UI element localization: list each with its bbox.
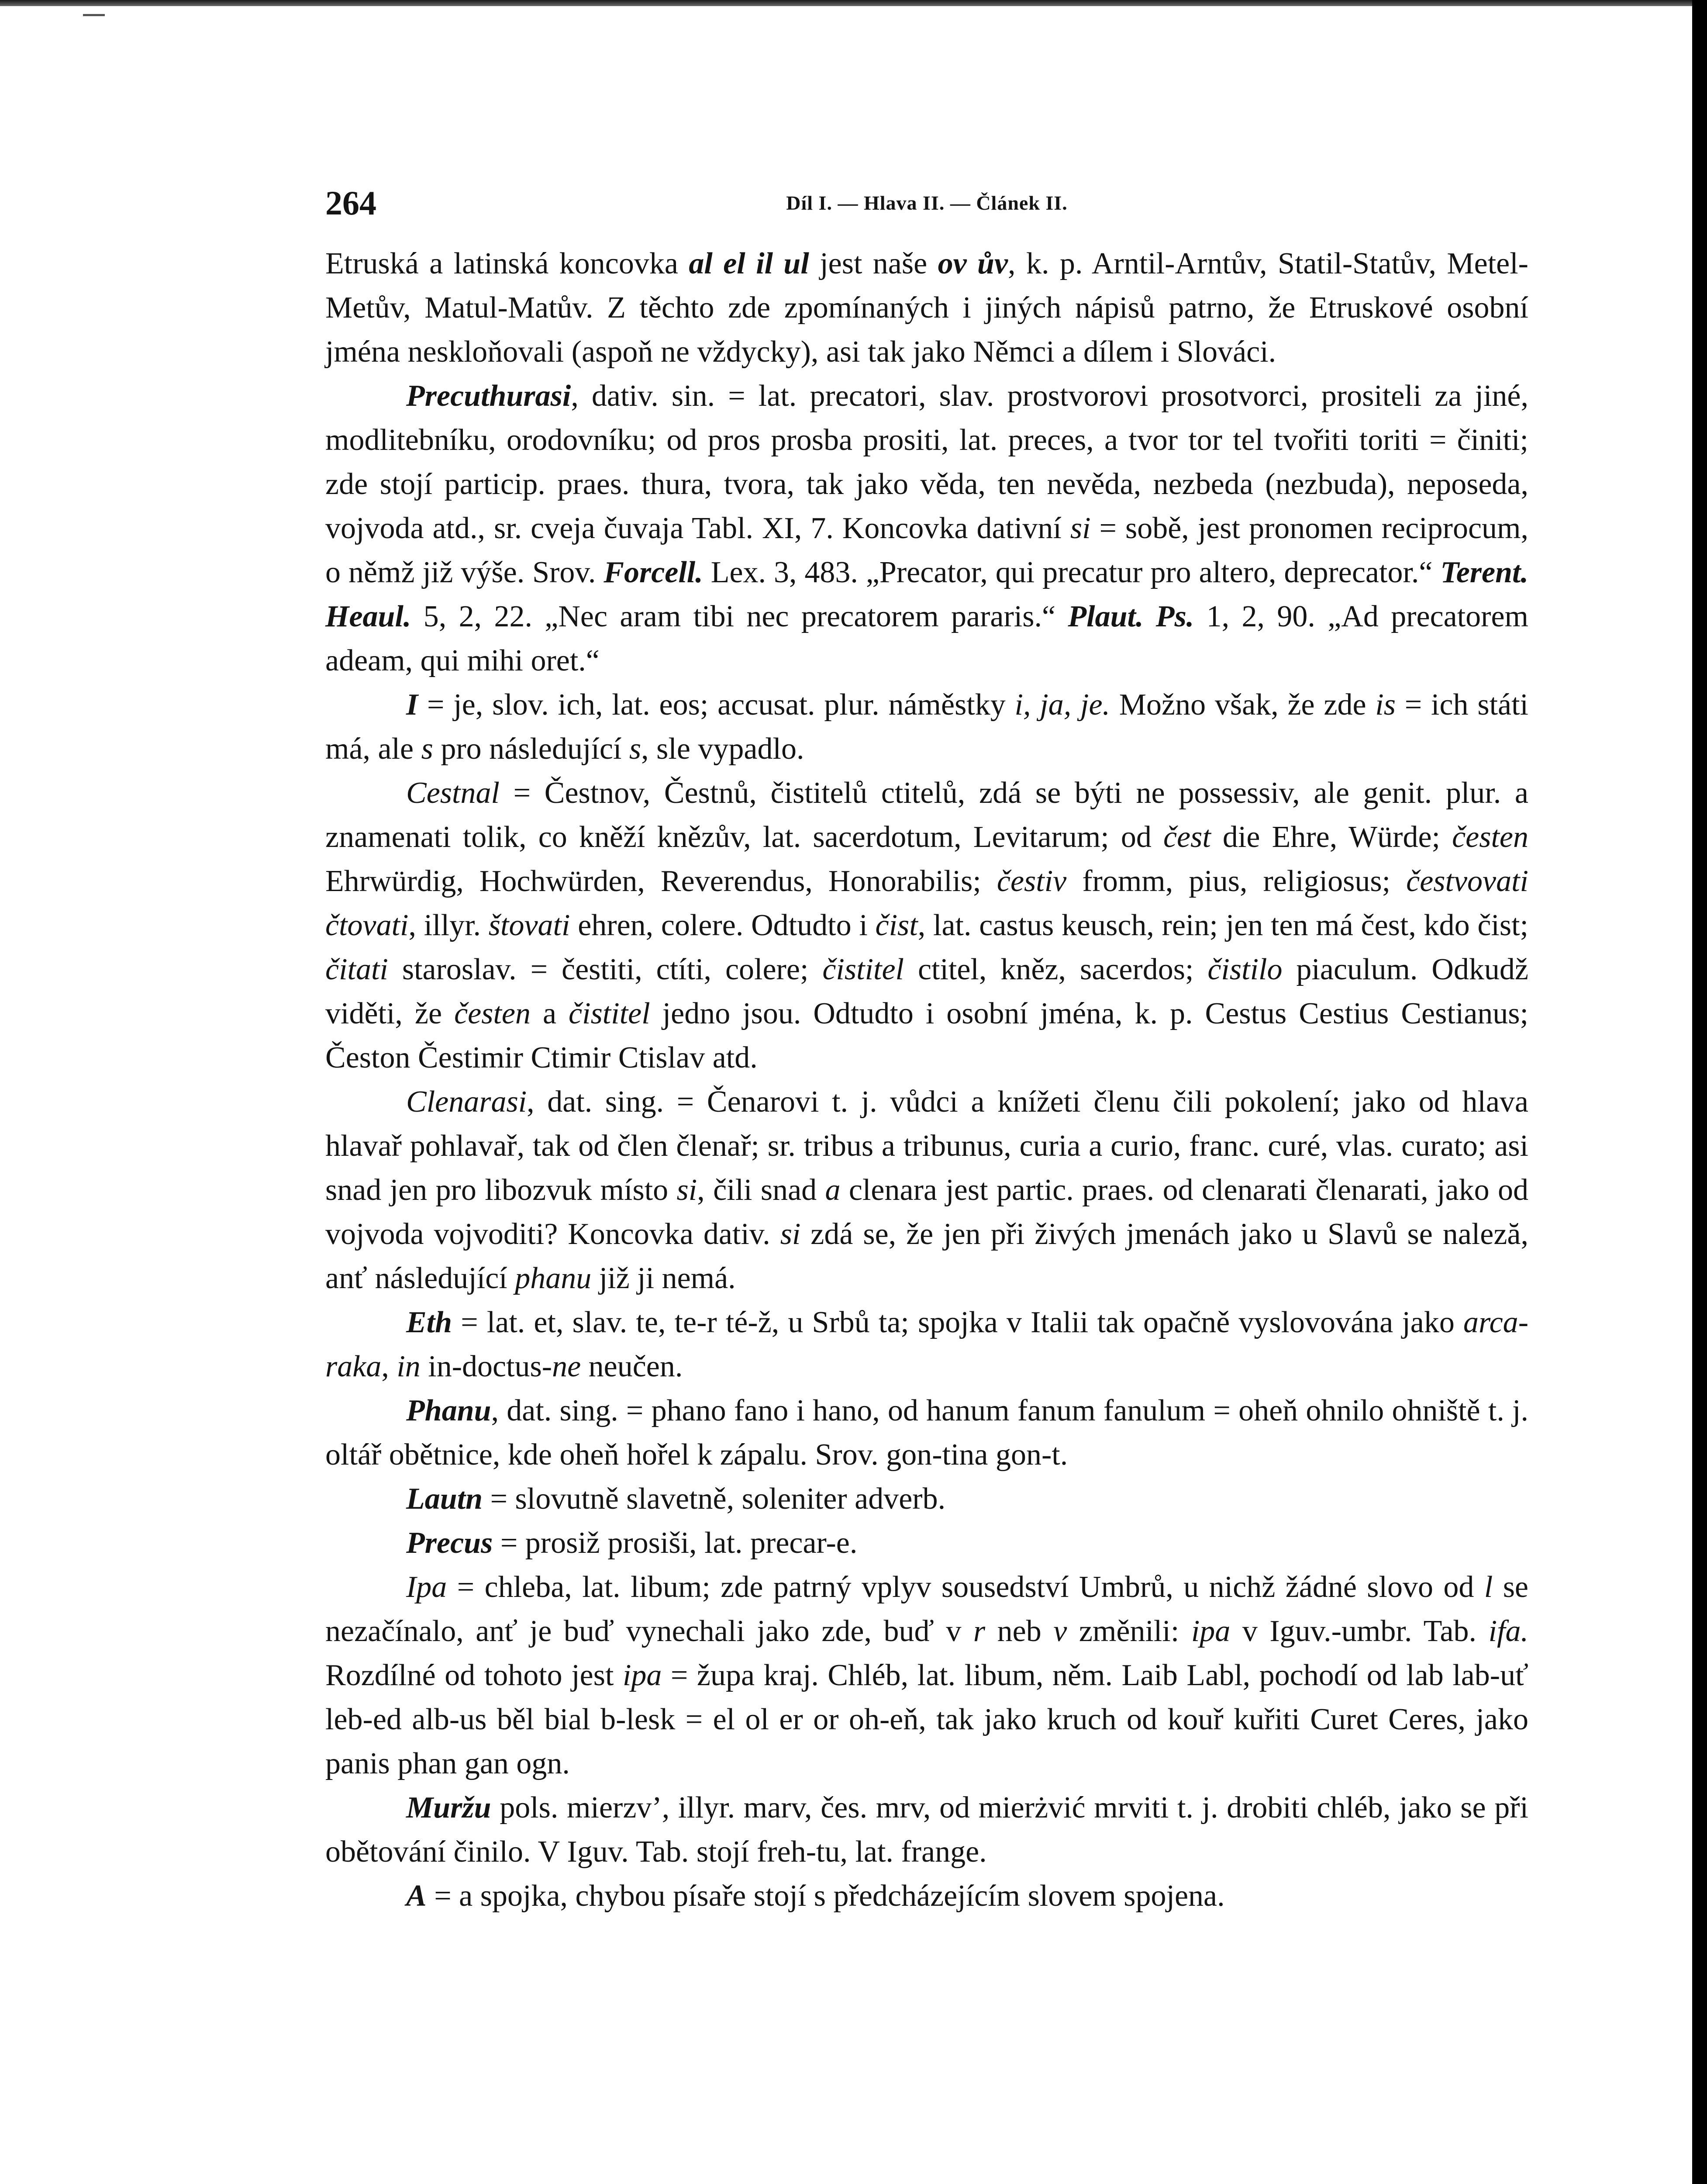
entry-paragraph: [325, 683, 1528, 771]
entry-paragraph: [325, 1389, 1528, 1477]
text-run: = a spojka, chybou písaře stojí s předcházejícím slovem spojena.: [426, 1879, 1225, 1913]
term-run: Phanu: [406, 1394, 491, 1427]
entry-paragraph: [325, 771, 1528, 1080]
page-header: [325, 183, 1528, 227]
term-run: i, ja, je.: [1014, 688, 1110, 722]
text-run: , illyr.: [408, 909, 489, 942]
text-run: fromm, pius, religiosus;: [1066, 864, 1407, 898]
text-run: neb: [985, 1614, 1054, 1648]
term-run: Cestnal: [406, 776, 500, 810]
entry-paragraph: [325, 1477, 1528, 1521]
text-run: pols. mierzv’, illyr. marv, čes. mrv, od mierżvić mrviti t. j. drobiti chléb, jako se při obětování činilo. V Iguv. Tab. stojí freh-tu, lat. frange.: [325, 1791, 1528, 1869]
text-run: clenara jest partic. praes. od clenarati členarati, jako od vojvoda vojvoditi? Koncovka dativ.: [325, 1173, 1528, 1251]
text-run: Ehrwürdig, Hochwürden, Reverendus, Honorabilis;: [325, 864, 997, 898]
term-run: česten: [454, 997, 531, 1030]
term-run: čistilo: [1207, 953, 1283, 986]
text-run: ,: [381, 1350, 397, 1383]
entry-paragraph: [325, 1786, 1528, 1874]
text-run: -: [1518, 1306, 1528, 1339]
term-run: česten: [1452, 820, 1528, 854]
term-run: ov ův: [938, 247, 1008, 280]
text-run: = ich státi má, ale: [325, 688, 1528, 766]
term-run: ne: [552, 1350, 581, 1383]
term-run: a: [825, 1173, 841, 1207]
term-run: A: [406, 1879, 427, 1913]
text-run: již ji nemá.: [591, 1261, 736, 1295]
term-run: Ipa: [406, 1570, 447, 1604]
term-run: čestiv: [997, 864, 1067, 898]
term-run: Lautn: [406, 1482, 483, 1516]
text-run: ehren, colere. Odtudto i: [570, 909, 876, 942]
text-run: jest naše: [809, 247, 938, 280]
term-run: in: [397, 1350, 421, 1383]
entry-paragraph: [325, 1300, 1528, 1389]
text-run: , dativ. sin. = lat. precatori, slav. prostvorovi prosotvorci, prositeli za jiné, modlitebníku, orodovníku; od pros prosba prositi, lat. preces, a tvor tor tel tvořiti toriti = činiti; zde stojí particip. praes. thura, tvora, tak jako věda, ten nevěda, nezbeda (nezbuda), neposeda, vojvoda atd., sr. cveja čuvaja Tabl. XI, 7. Koncovka dativní: [325, 379, 1528, 545]
text-run: Možno však, že zde: [1110, 688, 1376, 722]
text-run: = chleba, lat. libum; zde patrný vplyv sousedství Umbrů, u nichž žádné slovo od: [447, 1570, 1484, 1604]
scan-border-top: [0, 0, 1707, 6]
term-run: l: [1484, 1570, 1493, 1604]
term-run: s: [421, 732, 433, 766]
scan-mark: [83, 14, 105, 16]
text-run: , sle vypadlo.: [641, 732, 804, 766]
text-run: neučen.: [581, 1350, 683, 1383]
entry-paragraph: [325, 1565, 1528, 1786]
term-run: Eth: [406, 1306, 452, 1339]
entry-paragraph: [325, 1521, 1528, 1565]
term-run: v: [1053, 1614, 1067, 1648]
text-run: = je, slov. ich, lat. eos; accusat. plur. náměstky: [418, 688, 1015, 722]
paragraph: [325, 242, 1528, 374]
term-run: Precus: [406, 1526, 493, 1560]
text-run: změnili:: [1067, 1614, 1191, 1648]
text-run: , k. p. Arntil-Arntův, Statil-Statův, Metel-Metův, Matul-Matův. Z těchto zde zpomínaných i jiných nápisů patrno, že Etruskové osobní jména neskloňovali (aspoň ne vždycky), asi tak jako Němci a dílem i Slováci.: [325, 247, 1528, 369]
term-run: phanu: [515, 1261, 592, 1295]
text-run: v Iguv.-umbr. Tab.: [1230, 1614, 1489, 1648]
term-run: arca: [1463, 1306, 1518, 1339]
term-run: ifa.: [1488, 1614, 1528, 1648]
term-run: čest: [1163, 820, 1211, 854]
text-run: jedno jsou. Odtudto i osobní jména, k. p. Cestus Cestius Cestianus; Česton Čestimir Ctimir Ctislav atd.: [325, 997, 1528, 1075]
term-run: si: [1070, 511, 1091, 545]
text-run: Lex. 3, 483. „Precator, qui precatur pro altero, deprecator.“: [703, 556, 1441, 589]
running-head: Díl I. — Hlava II. — Článek II.: [786, 192, 1068, 214]
term-run: Muržu: [406, 1791, 491, 1825]
text-run: ctitel, kněz, sacerdos;: [904, 953, 1208, 986]
term-run: Forcell.: [603, 556, 703, 589]
text-run: , čili snad: [697, 1173, 825, 1207]
text-run: , dat. sing. = Čenarovi t. j. vůdci a knížeti členu čili pokolení; jako od hlava hlavař pohlavař, tak od člen členař; sr. tribus a tribunus, curia a curio, franc. curé, vlas. curato; asi snad jen pro libozvuk místo: [325, 1085, 1528, 1207]
text-run: Rozdílné od tohoto jest: [325, 1659, 623, 1692]
text-run: = lat. et, slav. te, te-r té-ž, u Srbů ta; spojka v Italii tak opačně vyslovována jako: [452, 1306, 1463, 1339]
term-run: al el il ul: [689, 247, 809, 280]
term-run: is: [1375, 688, 1396, 722]
term-run: r: [973, 1614, 986, 1648]
term-run: čist: [875, 909, 918, 942]
term-run: ipa: [622, 1659, 662, 1692]
term-run: ipa: [1191, 1614, 1231, 1648]
term-run: štovati: [488, 909, 570, 942]
text-run: a: [530, 997, 569, 1030]
term-run: s: [629, 732, 641, 766]
text-run: piaculum. Odkudž viděti, že: [325, 953, 1528, 1030]
text-run: , lat. castus keusch, rein; jen ten má čest, kdo čist;: [917, 909, 1529, 942]
text-run: staroslav. = čestiti, ctíti, colere;: [388, 953, 823, 986]
scan-border-right: [1692, 0, 1707, 2184]
term-run: čestvovati čtovati: [325, 864, 1528, 942]
text-run: = župa kraj. Chléb, lat. libum, něm. Laib Labl, pochodí od lab lab-uť leb-ed alb-us běl bial b-lesk = el ol er or oh-eň, tak jako kruch od kouř kuřiti Curet Ceres, jako panis phan gan ogn.: [325, 1659, 1529, 1780]
entry-paragraph: [325, 374, 1528, 683]
page-body: [325, 242, 1528, 1918]
text-run: = Čestnov, Čestnů, čistitelů ctitelů, zdá se býti ne possessiv, ale genit. plur. a znamenati tolik, co kněží knězův, lat. sacerdotum, Levitarum; od: [325, 776, 1528, 854]
text-run: in-doctus-: [420, 1350, 552, 1383]
text-run: = slovutně slavetně, soleniter adverb.: [483, 1482, 946, 1516]
term-run: čitati: [325, 953, 388, 986]
term-run: Plaut. Ps.: [1068, 600, 1194, 633]
text-run: = sobě, jest pronomen reciprocum, o němž již výše. Srov.: [325, 511, 1528, 589]
text-run: , dat. sing. = phano fano i hano, od hanum fanum fanulum = oheň ohnilo ohniště t. j. oltář obětnice, kde oheň hořel k zápalu. Srov. gon-tina gon-t.: [325, 1394, 1528, 1472]
term-run: si: [780, 1217, 801, 1251]
text-run: zdá se, že jen při živých jmenách jako u Slavů se naleză, anť následující: [325, 1217, 1528, 1295]
text-run: 1, 2, 90. „Ad precatorem adeam, qui mihi oret.“: [325, 600, 1528, 677]
entry-paragraph: [325, 1874, 1528, 1918]
text-run: se nezačínalo, anť je buď vynechali jako zde, buď v: [325, 1570, 1529, 1648]
entry-paragraph: [325, 1080, 1528, 1300]
term-run: raka: [325, 1350, 382, 1383]
term-run: čistitel: [569, 997, 650, 1030]
text-run: die Ehre, Würde;: [1210, 820, 1452, 854]
term-run: I: [406, 688, 418, 722]
text-run: Etruská a latinská koncovka: [325, 247, 689, 280]
term-run: si: [676, 1173, 697, 1207]
term-run: Terent. Heaul.: [325, 556, 1528, 633]
text-run: 5, 2, 22. „Nec aram tibi nec precatorem pararis.“: [411, 600, 1068, 633]
term-run: Precuthurasi: [406, 379, 571, 413]
term-run: čistitel: [822, 953, 904, 986]
text-run: = prosiž prosiši, lat. precar-e.: [493, 1526, 858, 1560]
term-run: Clenarasi: [406, 1085, 527, 1119]
page-number: 264: [325, 184, 376, 222]
text-run: pro následující: [433, 732, 629, 766]
